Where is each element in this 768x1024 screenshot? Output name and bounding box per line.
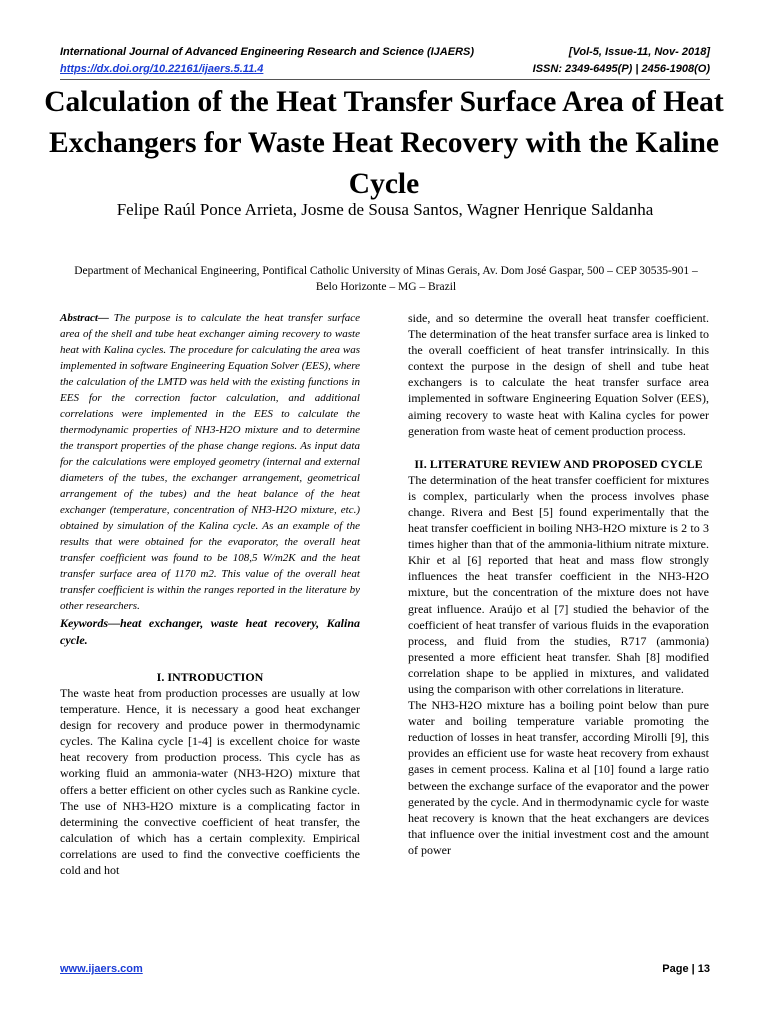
running-header	[60, 44, 710, 78]
abstract-text: The purpose is to calculate the heat transfer surface area of the shell and tube heat exchanger aiming recovery to waste heat with Kalina cycles. The procedure for calculating the area was implemented in software Engineering Equation Solver (EES), where the calculation of the LMTD was held with the existing functions in EES for the correction factor calculation, and additional correlations were implemented in the EES to calculate the thermodynamic properties of NH3-H2O mixture and to determine the transport properties of the phase change regions. As input data for the calculations were employed geometry (internal and external diameters of the tubes, the exchanger arrangement, geometrical arrangement of the tubes) and the heat balance of the heat exchanger (temperature, concentration of NH3-H2O mixture, etc.) obtained by simulation of the Kalina cycle. As an example of the results that were obtained for the evaporator, the overall heat transfer coefficient was found to be 108,5 W/m2K and the heat transfer surface area of 1170 m2. This value of the overall heat transfer coefficient is within the ranges reported in the literature by other researchers.	[60, 312, 360, 612]
page-footer	[60, 963, 710, 975]
introduction-continued: side, and so determine the overall heat transfer coefficient. The determination of the heat transfer surface area is linked to the overall coefficient of heat transfer intrinsically. In this context the purpose in the design of shell and tube heat exchangers is to calculate the heat transfer surface area implemented in software Engineering Equation Solver (EES), aiming recovery to waste heat with Kalina cycles for power generation from waste heat of cement production process.	[408, 311, 709, 438]
page-number: Page | 13	[662, 963, 710, 975]
affiliation: Department of Mechanical Engineering, Pontifical Catholic University of Minas Gerais, Av. Dom José Gaspar, 500 – CEP 30535-901 – Belo Horizonte – MG – Brazil	[74, 265, 698, 293]
literature-review-paragraph-2: The NH3-H2O mixture has a boiling point below than pure water and boiling temperature variable promoting the reduction of losses in heat transfer, according Mirolli [9], this provides an efficient use for waste heat recovery from exhaust gases in cement process. Kalina et al [10] found a large ratio between the exchange surface of the evaporator and the power generated by the cycle. And in thermodynamic cycle for waste heat recovery is known that the heat exchangers are devices that influence over the initial investment cost and the amount of power	[408, 698, 709, 857]
abstract-label: Abstract—	[60, 312, 109, 324]
keywords: Keywords—heat exchanger, waste heat recovery, Kalina cycle.	[60, 616, 360, 647]
website-link[interactable]: www.ijaers.com	[60, 963, 143, 975]
right-column	[408, 310, 709, 858]
left-column	[60, 310, 360, 878]
doi-link[interactable]: https://dx.doi.org/10.22161/ijaers.5.11.4	[60, 63, 264, 75]
issn: ISSN: 2349-6495(P) | 2456-1908(O)	[532, 63, 710, 75]
author-list: Felipe Raúl Ponce Arrieta, Josme de Sousa Santos, Wagner Henrique Saldanha	[116, 200, 654, 219]
header-rule	[60, 79, 710, 80]
volume-info: [Vol-5, Issue-11, Nov- 2018]	[568, 46, 710, 58]
journal-name: International Journal of Advanced Engineering Research and Science (IJAERS)	[60, 46, 475, 58]
paper-title: Calculation of the Heat Transfer Surface Area of Heat Exchangers for Waste Heat Recovery with the Kaline Cycle	[44, 86, 724, 200]
section-heading-literature-review: II. LITERATURE REVIEW AND PROPOSED CYCLE	[414, 456, 703, 471]
introduction-text: The waste heat from production processes are usually at low temperature. Hence, it is necessary a good heat exchanger design for recovery and produce power in thermodynamic cycles. The Kalina cycle [1-4] is excellent choice for waste heat recovery from production process. This cycle has as working fluid an ammonia-water (NH3-H2O) mixture that offers a better efficient on other cycles such as Rankine cycle. The use of NH3-H2O mixture is a complicating factor in determining the convective coefficient of heat transfer, the calculation of which has a certain complexity. Empirical correlations are used to find the convective coefficients the cold and hot	[60, 686, 360, 878]
abstract	[60, 310, 360, 614]
section-heading-introduction: I. INTRODUCTION	[156, 670, 264, 684]
literature-review-paragraph-1: The determination of the heat transfer coefficient for mixtures is complex, particularly when the process involves phase change. Rivera and Best [5] found experimentally that the heat transfer coefficient in boiling NH3-H2O mixture is 2 to 3 times higher than that of the ammonia-lithium nitrate mixture. Khir et al [6] reported that heat and mass flow strongly influences the heat transfer coefficient in the NH3-H2O mixture, but the concentration of the mixture does not have great influence. Araújo et al [7] studied the behavior of the coefficient of heat transfer of various fluids in the evaporation process, and fluid from the studies, R717 (ammonia) presented a more efficient heat transfer. Shah [8] modified correlation shape to be applied in mixtures, and validated using the comparison with other correlations in literature.	[408, 472, 709, 696]
